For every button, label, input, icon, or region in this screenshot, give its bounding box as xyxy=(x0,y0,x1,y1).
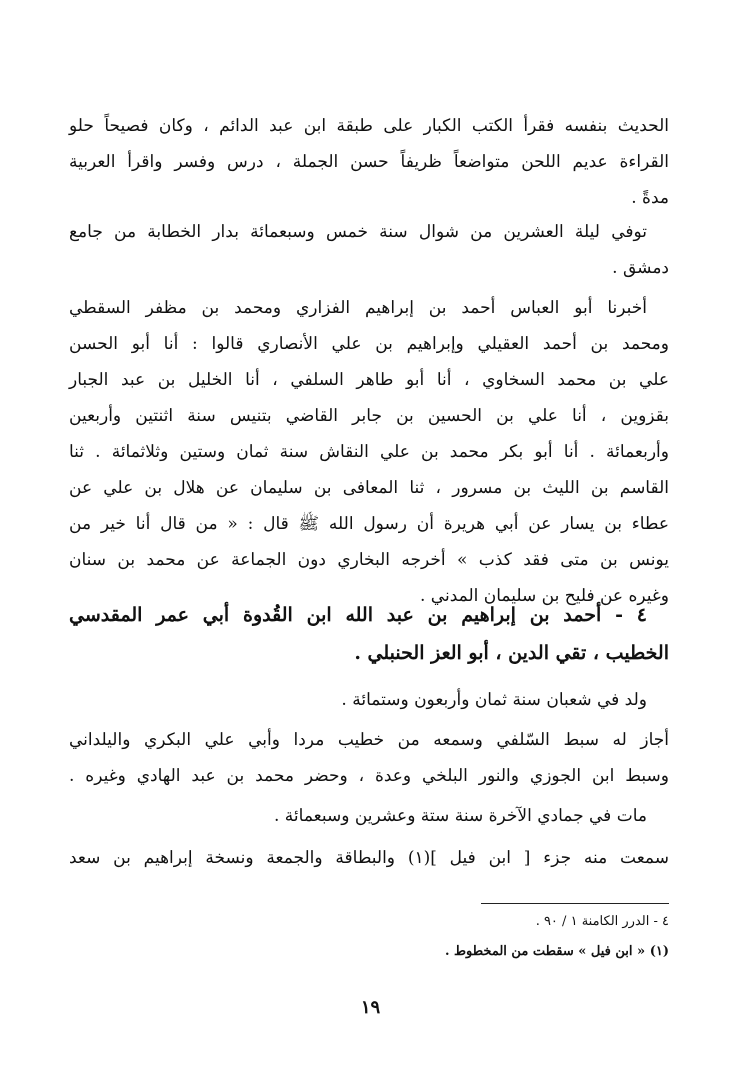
text-line: توفي ليلة العشرين من شوال سنة خمس وسبعمائة بدار الخطابة من جامع xyxy=(69,222,647,242)
paragraph-heard xyxy=(69,840,669,876)
text-line: أخبرنا أبو العباس أحمد بن إبراهيم الفزاري ومحمد بن مظفر السقطي xyxy=(69,298,647,318)
paragraph-birth xyxy=(69,682,669,718)
paragraph-teachers xyxy=(69,722,669,794)
text-line: الحديث بنفسه فقرأ الكتب الكبار على طبقة ابن عبد الدائم ، وكان فصيحاً حلو xyxy=(69,116,669,136)
text-line: ومحمد بن أحمد العقيلي وإبراهيم بن علي الأنصاري قالوا : أنا أبو الحسن xyxy=(69,334,669,354)
text-line: وأربعمائة . أنا أبو بكر محمد بن علي النقاش سنة ثمان وستين وثلاثمائة . ثنا xyxy=(69,442,669,462)
footnote-divider xyxy=(481,903,669,904)
footnote-1: (١) « ابن فيل » سقطت من المخطوط . xyxy=(444,944,669,959)
paragraph-isnad xyxy=(69,290,669,614)
text-line: مات في جمادي الآخرة سنة ستة وعشرين وسبعمائة . xyxy=(273,806,647,826)
text-line: ولد في شعبان سنة ثمان وأربعون وستمائة . xyxy=(341,690,647,710)
page-number: ١٩ xyxy=(360,997,381,1018)
paragraph-death-date xyxy=(69,214,669,286)
entry-heading xyxy=(69,596,669,672)
text-line: عطاء بن يسار عن أبي هريرة أن رسول الله ﷺ قال : « من قال أنا خير من xyxy=(69,514,669,534)
paragraph-biography-continuation xyxy=(69,108,669,216)
text-line: القاسم بن الليث بن مسرور ، ثنا المعافى بن سليمان عن هلال بن علي عن xyxy=(69,478,669,498)
text-line: أجاز له سبط السّلفي وسمعه من خطيب مردا وأبي علي البكري واليلداني xyxy=(69,730,669,750)
text-line: بقزوين ، أنا علي بن الحسين بن جابر القاضي بتنيس سنة اثنتين وأربعين xyxy=(69,406,669,426)
text-line: علي بن محمد السخاوي ، أنا أبو طاهر السلفي ، أنا الخليل بن عبد الجبار xyxy=(69,370,669,390)
text-line: مدةً . xyxy=(631,188,669,208)
footnote-source: ٤ - الدرر الكامنة ١ / ٩٠ . xyxy=(535,914,669,929)
text-line: يونس بن متى فقد كذب » أخرجه البخاري دون الجماعة عن محمد بن سنان xyxy=(69,550,669,570)
text-line: وغيره عن فليح بن سليمان المدني . xyxy=(419,586,669,606)
paragraph-death xyxy=(69,798,669,834)
text-line: وسبط ابن الجوزي والنور البلخي وعدة ، وحضر محمد بن عبد الهادي وغيره . xyxy=(69,766,669,786)
text-line: سمعت منه جزء [ ابن فيل ](١) والبطاقة والجمعة ونسخة إبراهيم بن سعد xyxy=(69,848,669,868)
text-line: القراءة عديم اللحن متواضعاً ظريفاً حسن الجملة ، درس وفسر واقرأ العربية xyxy=(69,152,669,172)
text-line: دمشق . xyxy=(612,258,669,278)
entry-title-line: ٤ - أحمد بن إبراهيم بن عبد الله ابن القُدوة أبي عمر المقدسي xyxy=(69,604,647,626)
entry-title-line: الخطيب ، تقي الدين ، أبو العز الحنبلي . xyxy=(354,642,669,664)
